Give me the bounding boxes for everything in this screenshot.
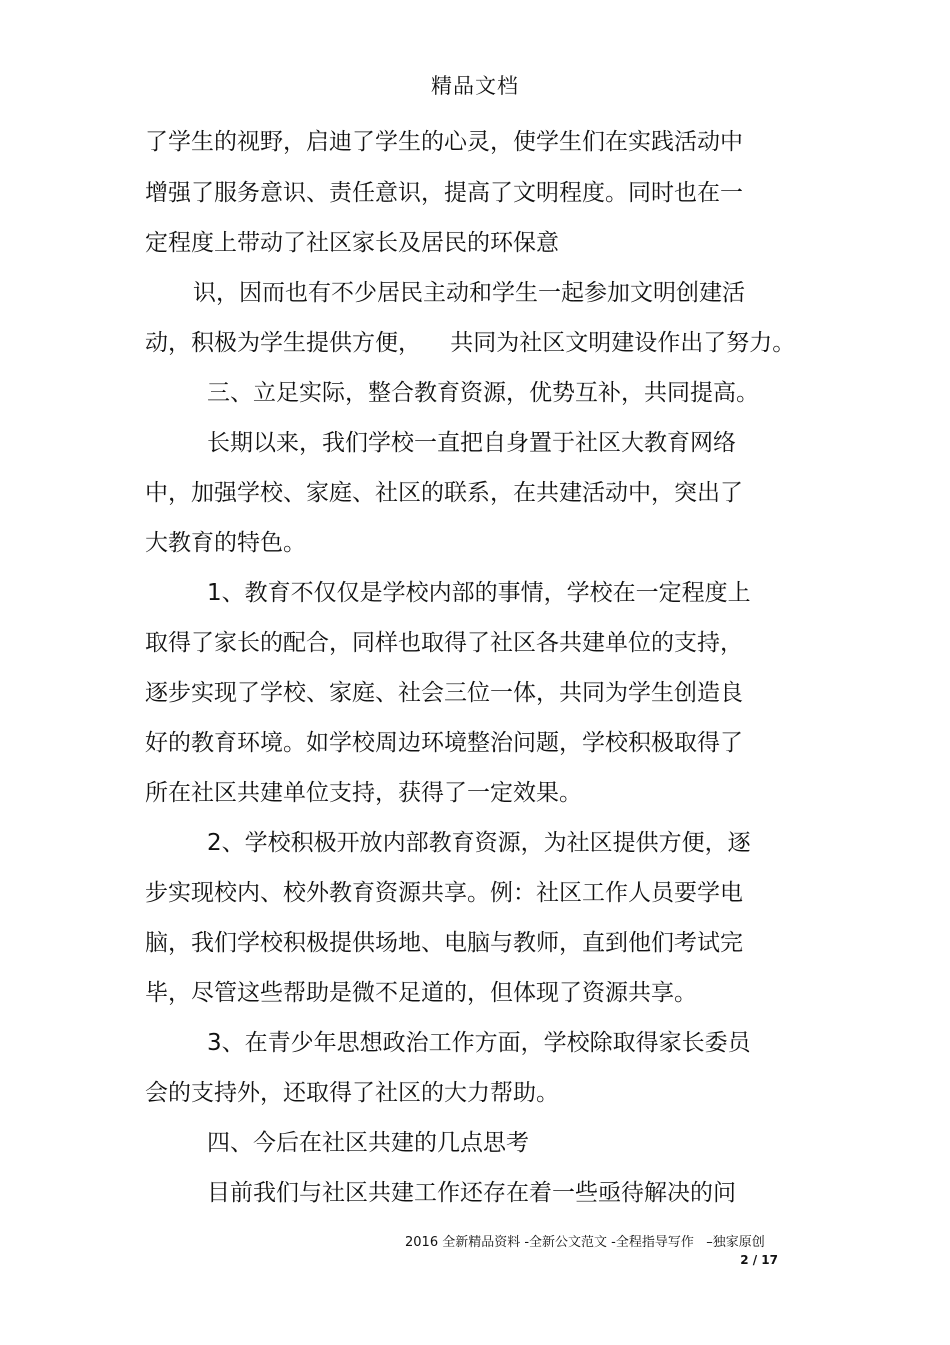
section-heading: 四、今后在社区共建的几点思考	[207, 1130, 529, 1156]
text-line: 逐步实现了学校、家庭、社会三位一体，共同为学生创造良	[145, 680, 743, 706]
text-line: 动，积极为学生提供方便， 共同为社区文明建设作出了努力。	[145, 330, 796, 356]
text-line: 步实现校内、校外教育资源共享。例：社区工作人员要学电	[145, 880, 743, 906]
section-heading: 三、立足实际，整合教育资源，优势互补，共同提高。	[207, 380, 759, 406]
text-line: 中，加强学校、家庭、社区的联系，在共建活动中，突出了	[145, 480, 743, 506]
text-line: 所在社区共建单位支持，获得了一定效果。	[145, 780, 582, 806]
text-line: 增强了服务意识、责任意识，提高了文明程度。同时也在一	[145, 180, 743, 206]
text-line: 长期以来，我们学校一直把自身置于社区大教育网络	[207, 430, 736, 456]
text-line: 取得了家长的配合，同样也取得了社区各共建单位的支持，	[145, 630, 743, 656]
text-line: 定程度上带动了社区家长及居民的环保意	[145, 230, 559, 256]
text-line: 2、学校积极开放内部教育资源，为社区提供方便，逐	[207, 830, 751, 856]
text-line: 毕，尽管这些帮助是微不足道的，但体现了资源共享。	[145, 980, 697, 1006]
page-header-title: 精品文档	[431, 74, 519, 98]
text-line: 目前我们与社区共建工作还存在着一些亟待解决的问	[207, 1180, 736, 1206]
page-number: 2 / 17	[740, 1253, 778, 1267]
text-line: 3、在青少年思想政治工作方面，学校除取得家长委员	[207, 1030, 751, 1056]
text-line: 好的教育环境。如学校周边环境整治问题，学校积极取得了	[145, 730, 743, 756]
text-line: 会的支持外，还取得了社区的大力帮助。	[145, 1080, 559, 1106]
text-line: 1、教育不仅仅是学校内部的事情，学校在一定程度上	[207, 580, 751, 606]
text-line: 大教育的特色。	[145, 530, 306, 556]
text-line: 识，因而也有不少居民主动和学生一起参加文明创建活	[193, 280, 745, 306]
text-line: 了学生的视野，启迪了学生的心灵，使学生们在实践活动中	[145, 129, 743, 155]
footer-note: 2016 全新精品资料 -全新公文范文 -全程指导写作 –独家原创	[405, 1235, 765, 1250]
text-line: 脑，我们学校积极提供场地、电脑与教师，直到他们考试完	[145, 930, 743, 956]
